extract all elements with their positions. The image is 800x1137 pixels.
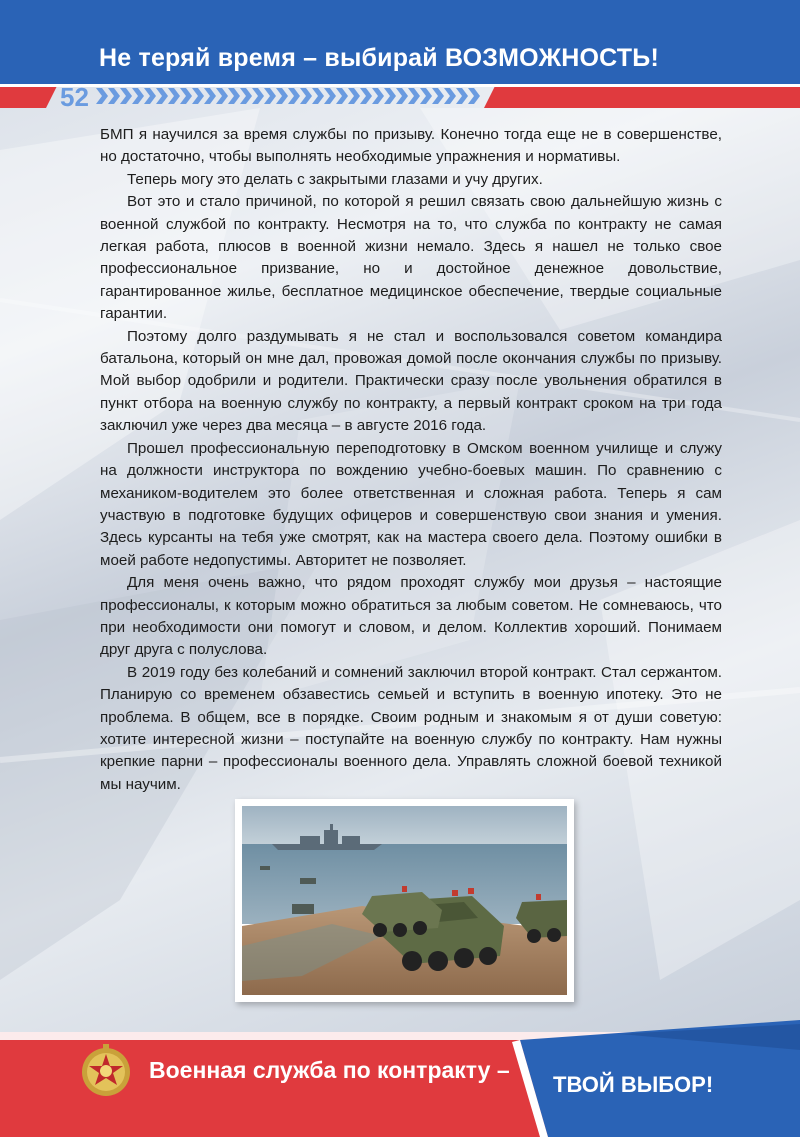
- chevron-mark: [432, 88, 444, 104]
- chevron-mark: [312, 88, 324, 104]
- article-body: [100, 124, 722, 796]
- armed-forces-emblem-icon: [80, 1042, 132, 1100]
- page-number: 52: [60, 82, 89, 112]
- chevron-mark: [264, 88, 276, 104]
- page-title: Не теряй время – выбирай ВОЗМОЖНОСТЬ!: [99, 44, 659, 72]
- chevron-mark: [180, 88, 192, 104]
- chevron-mark: [360, 88, 372, 104]
- chevron-mark: [96, 88, 108, 104]
- chevron-mark: [216, 88, 228, 104]
- photo-frame: [235, 799, 574, 1002]
- chevron-mark: [204, 88, 216, 104]
- footer-slogan: Военная служба по контракту –: [149, 1057, 510, 1083]
- chevron-mark: [132, 88, 144, 104]
- chevron-mark: [420, 88, 432, 104]
- article-paragraph: Для меня очень важно, что рядом проходят службу мои друзья – настоящие профессионалы, к которым можно обратиться за любым советом. Не сомневаюсь, что при необходимости они помогут и словом, и делом. Коллектив хороший. Понимаем друг друга с полуслова.: [100, 574, 722, 659]
- chevron-mark: [276, 88, 288, 104]
- chevron-mark: [252, 88, 264, 104]
- article-paragraph: Теперь могу это делать с закрытыми глазами и учу других.: [127, 170, 543, 188]
- chevron-mark: [228, 88, 240, 104]
- chevron-mark: [468, 88, 480, 104]
- article-paragraph: БМП я научился за время службы по призыву. Конечно тогда еще не в совершенстве, но достаточно, чтобы выполнять необходимые упражнения и нормативы.: [100, 126, 722, 166]
- chevron-mark: [348, 88, 360, 104]
- article-paragraph: Прошел профессиональную переподготовку в Омском военном училище и служу на должности инструктора по вождению учебно-боевых машин. По сравнению с механиком-водителем это более ответственная и сложная работа. Теперь я сам участвую в подготовке будущих офицеров и совершенствую свои знания и умения. Здесь курсанты на тебя уже смотрят, как на мастера своего дела. Поэтому ошибки в моей работе недопустимы. Авторитет не позволяет.: [100, 439, 722, 569]
- chevron-mark: [444, 88, 456, 104]
- chevron-mark: [108, 88, 120, 104]
- armored-vehicles-photo: [242, 806, 567, 995]
- chevron-mark: [192, 88, 204, 104]
- article-paragraph: Вот это и стало причиной, по которой я решил связать свою дальнейшую жизнь с военной службой по контракту. Несмотря на то, что служба по контракту не самая легкая работа, плюсов в военной жизни немало. Здесь я нашел не только свое профессиональное призвание, но и достойное денежное довольствие, гарантированное жилье, бесплатное медицинское обеспечение, твердые социальные гарантии.: [100, 193, 722, 323]
- chevron-mark: [384, 88, 396, 104]
- article-paragraph: В 2019 году без колебаний и сомнений заключил второй контракт. Стал сержантом. Планирую со временем обзавестись семьей и вступить в военную ипотеку. Это не проблема. В общем, все в порядке. Своим родным и знакомым я от души советую: хотите интересной жизни – поступайте на военную службу по контракту. Нам нужны крепкие парни – профессионалы военного дела. Управлять сложной боевой техникой мы научим.: [100, 663, 722, 793]
- article-paragraph: Поэтому долго раздумывать я не стал и воспользовался советом командира батальона, который он мне дал, провожая домой после окончания службы по призыву. Мой выбор одобрили и родители. Практически сразу после увольнения обратился в пункт отбора на военную службу по контракту, а первый контракт сроком на три года заключил уже через два месяца – в августе 2016 года.: [100, 327, 722, 435]
- chevron-arrows-icon: [96, 88, 486, 104]
- chevron-mark: [456, 88, 468, 104]
- chevron-mark: [168, 88, 180, 104]
- chevron-mark: [120, 88, 132, 104]
- chevron-mark: [324, 88, 336, 104]
- chevron-mark: [372, 88, 384, 104]
- chevron-mark: [288, 88, 300, 104]
- chevron-mark: [300, 88, 312, 104]
- footer-slogan-emphasis: ТВОЙ ВЫБОР!: [553, 1072, 714, 1097]
- chevron-mark: [408, 88, 420, 104]
- chevron-mark: [144, 88, 156, 104]
- chevron-mark: [240, 88, 252, 104]
- chevron-mark: [156, 88, 168, 104]
- chevron-mark: [336, 88, 348, 104]
- chevron-mark: [396, 88, 408, 104]
